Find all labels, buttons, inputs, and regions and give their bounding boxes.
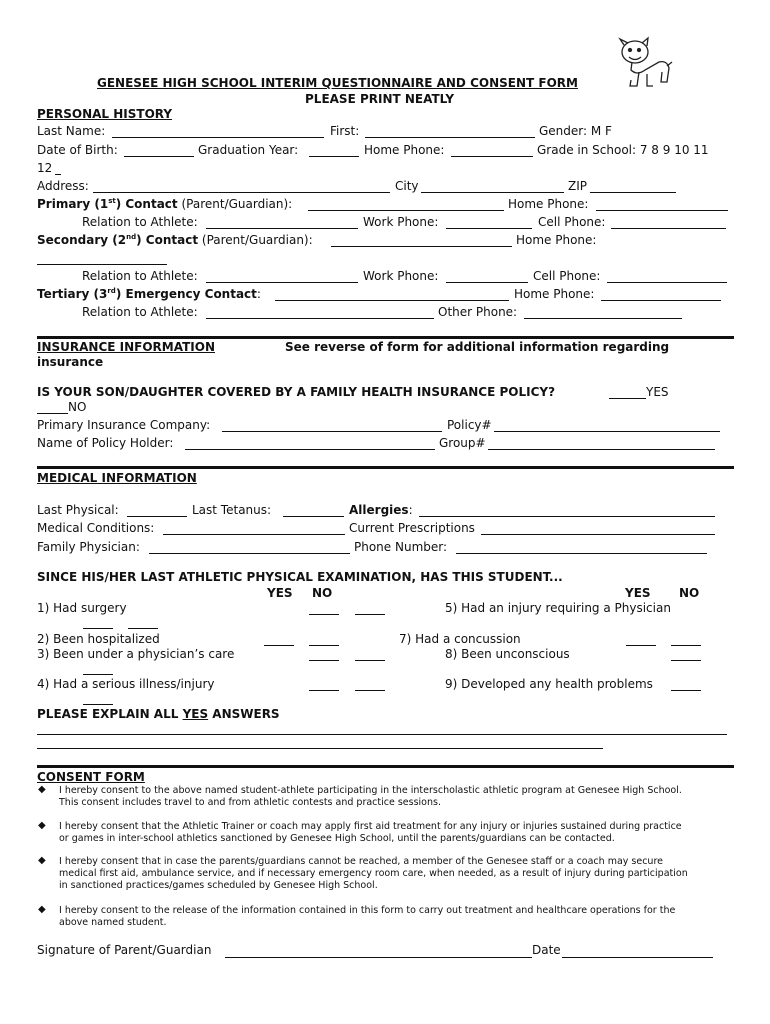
physician-phone-label: Phone Number: <box>354 540 448 554</box>
no-column-header-right: NO <box>679 586 700 600</box>
form-title: GENESEE HIGH SCHOOL INTERIM QUESTIONNAIRE AND CONSENT FORM <box>97 76 578 90</box>
q1-surgery: 1) Had surgery <box>37 601 127 615</box>
q4-illness: 4) Had a serious illness/injury <box>37 677 215 691</box>
primary-cell-phone-label: Cell Phone: <box>538 215 606 229</box>
consent-3-line-3: in sanctioned practices/games scheduled by Genesee High School. <box>59 880 378 891</box>
family-physician-label: Family Physician: <box>37 540 140 554</box>
insurance-question: IS YOUR SON/DAUGHTER COVERED BY A FAMILY HEALTH INSURANCE POLICY? <box>37 385 556 399</box>
medical-heading: MEDICAL INFORMATION <box>37 471 197 485</box>
other-phone-label: Other Phone: <box>438 305 518 319</box>
physician-phone-field[interactable] <box>456 553 707 554</box>
primary-home-phone-field[interactable] <box>596 210 728 211</box>
primary-contact-label: Primary (1st) Contact (Parent/Guardian): <box>37 197 293 211</box>
insurance-note: See reverse of form for additional information regarding <box>285 340 670 354</box>
q8-no-field[interactable] <box>671 660 701 661</box>
consent-4-line-1: I hereby consent to the release of the information contained in this form to carry out treatment and healthcare operations for the <box>59 905 676 916</box>
q5-no-field[interactable] <box>128 628 158 629</box>
secondary-cell-phone-field[interactable] <box>607 282 727 283</box>
city-field[interactable] <box>421 192 564 193</box>
primary-home-phone-label: Home Phone: <box>508 197 589 211</box>
q1-yes-field[interactable] <box>309 614 339 615</box>
tertiary-contact-label: Tertiary (3rd) Emergency Contact: <box>37 287 261 301</box>
primary-cell-phone-field[interactable] <box>611 228 726 229</box>
bullet-icon: ◆ <box>38 820 46 831</box>
yes-column-header: YES <box>267 586 293 600</box>
prescriptions-label: Current Prescriptions <box>349 521 475 535</box>
q7-yes-field[interactable] <box>626 645 656 646</box>
q3-physician-care: 3) Been under a physician’s care <box>37 647 235 661</box>
zip-label: ZIP <box>568 179 587 193</box>
insurance-heading: INSURANCE INFORMATION <box>37 340 215 354</box>
consent-4-line-2: above named student. <box>59 917 167 928</box>
q9-field[interactable] <box>671 690 701 691</box>
q4-yes-field[interactable] <box>309 690 339 691</box>
consent-1-line-1: I hereby consent to the above named student-athlete participating in the interscholastic athletic program at Genesee High School. <box>59 785 682 796</box>
secondary-contact-label: Secondary (2nd) Contact (Parent/Guardian): <box>37 233 313 247</box>
q8-yes-field[interactable] <box>83 674 113 675</box>
other-phone-field[interactable] <box>524 318 682 319</box>
tertiary-relation-label: Relation to Athlete: <box>82 305 198 319</box>
last-physical-field[interactable] <box>127 516 187 517</box>
insurance-yes-field[interactable] <box>609 398 646 399</box>
insurance-company-field[interactable] <box>222 431 442 432</box>
date-label: Date <box>532 943 561 957</box>
last-physical-label: Last Physical: <box>37 503 119 517</box>
no-column-header: NO <box>312 586 333 600</box>
q9-health-problems: 9) Developed any health problems <box>445 677 653 691</box>
secondary-home-phone-label: Home Phone: <box>516 233 597 247</box>
last-name-label: Last Name: <box>37 124 106 138</box>
bullet-icon: ◆ <box>38 784 46 795</box>
q7-no-field[interactable] <box>671 645 701 646</box>
insurance-note-cont: insurance <box>37 355 104 369</box>
last-tetanus-field[interactable] <box>283 516 344 517</box>
secondary-work-phone-field[interactable] <box>446 282 528 283</box>
signature-field[interactable] <box>225 957 532 958</box>
family-physician-field[interactable] <box>149 553 350 554</box>
bullet-icon: ◆ <box>38 855 46 866</box>
secondary-relation-field[interactable] <box>206 282 358 283</box>
prescriptions-field[interactable] <box>481 534 715 535</box>
consent-3-line-1: I hereby consent that in case the parents/guardians cannot be reached, a member of the Genesee staff or a coach may secure <box>59 856 663 867</box>
q5-yes-field[interactable] <box>83 628 113 629</box>
home-phone-label: Home Phone: <box>364 143 445 157</box>
date-field[interactable] <box>562 957 713 958</box>
explain-line-1[interactable] <box>37 734 727 735</box>
q8-unconscious: 8) Been unconscious <box>445 647 570 661</box>
first-name-field[interactable] <box>365 137 535 138</box>
bulldog-mascot-image <box>615 36 675 92</box>
primary-contact-field[interactable] <box>308 210 504 211</box>
secondary-cell-phone-label: Cell Phone: <box>533 269 601 283</box>
zip-field[interactable] <box>590 192 676 193</box>
q2-no-field[interactable] <box>309 645 339 646</box>
personal-history-heading: PERSONAL HISTORY <box>37 107 173 121</box>
last-tetanus-label: Last Tetanus: <box>192 503 272 517</box>
q2-hospitalized: 2) Been hospitalized <box>37 632 160 646</box>
address-field[interactable] <box>93 192 390 193</box>
address-label: Address: <box>37 179 89 193</box>
insurance-yes-label: YES <box>646 385 669 399</box>
insurance-company-label: Primary Insurance Company: <box>37 418 211 432</box>
tertiary-home-phone-field[interactable] <box>601 300 721 301</box>
explain-line-2[interactable] <box>37 748 603 749</box>
home-phone-field[interactable] <box>451 156 533 157</box>
section-divider <box>37 336 734 339</box>
dob-field[interactable] <box>124 156 194 157</box>
grade-label: Grade in School: 7 8 9 10 11 <box>537 143 709 157</box>
tertiary-contact-field[interactable] <box>275 300 509 301</box>
gender-label: Gender: M F <box>539 124 612 138</box>
q1-no-field[interactable] <box>355 614 385 615</box>
tertiary-relation-field[interactable] <box>206 318 434 319</box>
secondary-work-phone-label: Work Phone: <box>363 269 439 283</box>
signature-label: Signature of Parent/Guardian <box>37 943 212 957</box>
dob-label: Date of Birth: <box>37 143 118 157</box>
last-name-field[interactable] <box>112 137 324 138</box>
grade-12-label: 12 <box>37 161 53 175</box>
q3-yes-field[interactable] <box>309 660 339 661</box>
form-subtitle: PLEASE PRINT NEATLY <box>305 92 455 106</box>
primary-work-phone-label: Work Phone: <box>363 215 439 229</box>
q7-concussion: 7) Had a concussion <box>399 632 521 646</box>
bullet-icon: ◆ <box>38 904 46 915</box>
grade-12-mark <box>55 174 61 175</box>
q4-no-field[interactable] <box>355 690 385 691</box>
primary-work-phone-field[interactable] <box>446 228 532 229</box>
medical-conditions-field[interactable] <box>163 534 345 535</box>
insurance-no-label: NO <box>68 400 87 414</box>
tertiary-home-phone-label: Home Phone: <box>514 287 595 301</box>
section-divider <box>37 765 734 768</box>
consent-2-line-1: I hereby consent that the Athletic Trainer or coach may apply first aid treatment for any injury or injuries sustained during practice <box>59 821 682 832</box>
allergies-label: Allergies: <box>349 503 413 517</box>
secondary-relation-label: Relation to Athlete: <box>82 269 198 283</box>
grad-year-field[interactable] <box>309 156 359 157</box>
section-divider <box>37 466 734 469</box>
secondary-contact-field[interactable] <box>331 246 512 247</box>
group-field[interactable] <box>488 449 715 450</box>
consent-heading: CONSENT FORM <box>37 770 145 784</box>
explain-heading: PLEASE EXPLAIN ALL YES ANSWERS <box>37 707 280 721</box>
consent-1-line-2: This consent includes travel to and from athletic contests and practice sessions. <box>59 797 441 808</box>
q9-extra-field[interactable] <box>83 704 113 705</box>
q3-no-field[interactable] <box>355 660 385 661</box>
grad-year-label: Graduation Year: <box>198 143 299 157</box>
policy-holder-field[interactable] <box>185 449 435 450</box>
policy-label: Policy# <box>447 418 492 432</box>
consent-2-line-2: or games in inter-school athletics sanctioned by Genesee High School, until the parents/guardians can be contacted. <box>59 833 615 844</box>
history-question: SINCE HIS/HER LAST ATHLETIC PHYSICAL EXAMINATION, HAS THIS STUDENT... <box>37 570 563 584</box>
yes-column-header-right: YES <box>625 586 651 600</box>
city-label: City <box>395 179 419 193</box>
policy-field[interactable] <box>494 431 720 432</box>
medical-conditions-label: Medical Conditions: <box>37 521 155 535</box>
primary-relation-label: Relation to Athlete: <box>82 215 198 229</box>
allergies-field[interactable] <box>419 516 715 517</box>
q5-injury: 5) Had an injury requiring a Physician <box>445 601 671 615</box>
primary-relation-field[interactable] <box>206 228 358 229</box>
secondary-home-phone-field[interactable] <box>37 264 167 265</box>
insurance-no-field[interactable] <box>37 413 68 414</box>
first-name-label: First: <box>330 124 360 138</box>
group-label: Group# <box>439 436 486 450</box>
q2-yes-field[interactable] <box>264 645 294 646</box>
consent-3-line-2: medical first aid, ambulance service, and if necessary emergency room care, when needed, as a result of injury during participation <box>59 868 688 879</box>
policy-holder-label: Name of Policy Holder: <box>37 436 174 450</box>
